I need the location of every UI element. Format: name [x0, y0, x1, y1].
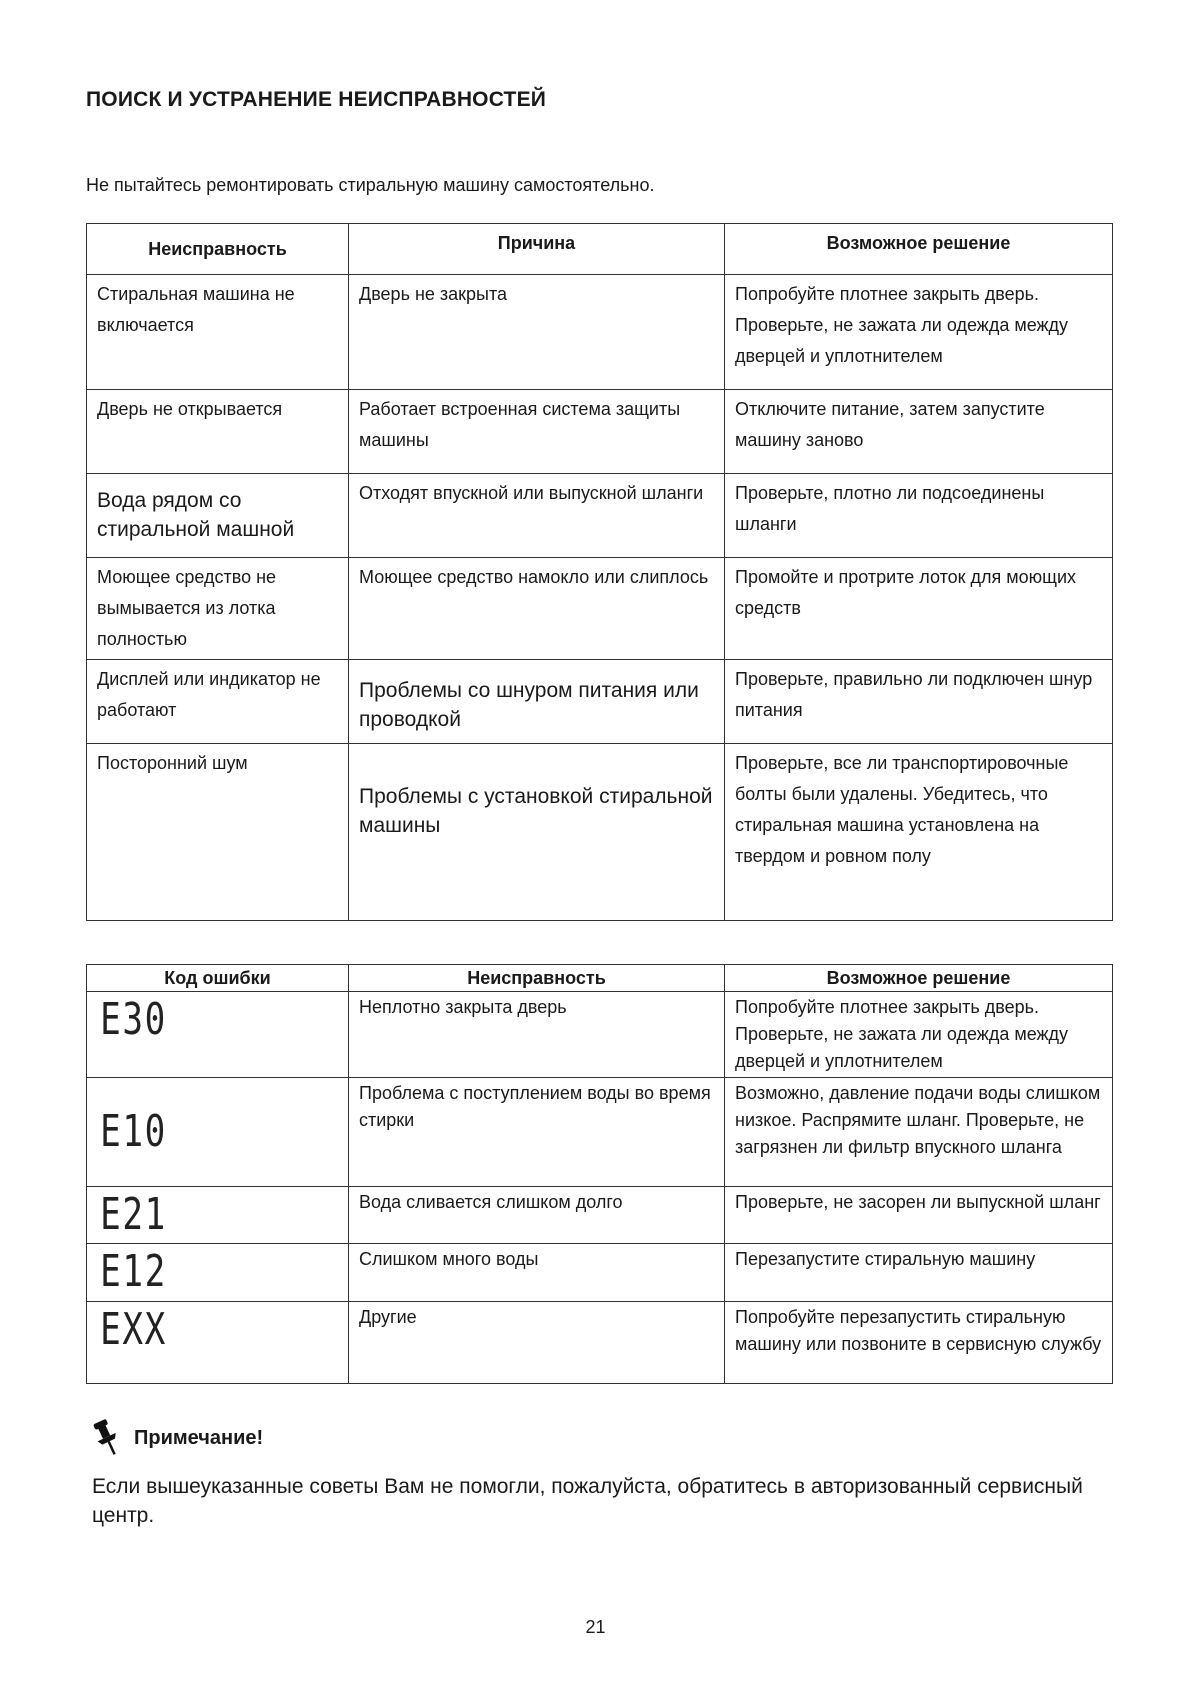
table-row — [87, 1187, 1113, 1244]
fault-cell: Проблема с поступлением воды во время стирки — [349, 1078, 725, 1187]
solution-cell: Проверьте, правильно ли подключен шнур питания — [725, 660, 1113, 744]
solution-cell: Возможно, давление подачи воды слишком низкое. Распрямите шланг. Проверьте, не загрязнен ли фильтр впускного шланга — [725, 1078, 1113, 1187]
table-header-row — [87, 224, 1113, 275]
fault-cell: Дисплей или индикатор не работают — [87, 660, 349, 744]
error-codes-table — [86, 964, 1113, 1384]
header-fault: Неисправность — [87, 224, 349, 275]
error-code-display: EXX — [100, 1304, 167, 1355]
table-row — [87, 558, 1113, 660]
table-row — [87, 1244, 1113, 1302]
fault-cell: Дверь не открывается — [87, 390, 349, 474]
fault-cell: Стиральная машина не включается — [87, 275, 349, 390]
table-row — [87, 390, 1113, 474]
header-solution: Возможное решение — [725, 965, 1113, 992]
error-code-display: E30 — [100, 994, 167, 1045]
fault-cell: Слишком много воды — [349, 1244, 725, 1302]
page-title: ПОИСК И УСТРАНЕНИЕ НЕИСПРАВНОСТЕЙ — [86, 88, 547, 111]
fault-cell: Неплотно закрыта дверь — [349, 992, 725, 1078]
cause-cell: Моющее средство намокло или слиплось — [349, 558, 725, 660]
table-row — [87, 1302, 1113, 1384]
cause-cell: Проблемы со шнуром питания или проводкой — [349, 660, 725, 744]
table-row — [87, 660, 1113, 744]
error-code-cell — [87, 1078, 349, 1187]
solution-cell: Промойте и протрите лоток для моющих средств — [725, 558, 1113, 660]
fault-cell: Другие — [349, 1302, 725, 1384]
solution-cell: Проверьте, плотно ли подсоединены шланги — [725, 474, 1113, 558]
intro-text: Не пытайтесь ремонтировать стиральную машину самостоятельно. — [86, 175, 655, 195]
table-row — [87, 1078, 1113, 1187]
troubleshooting-table — [86, 223, 1113, 921]
error-code-cell — [87, 1302, 349, 1384]
header-fault: Неисправность — [349, 965, 725, 992]
error-code-display: E12 — [100, 1246, 167, 1297]
header-cause: Причина — [349, 224, 725, 275]
error-code-cell — [87, 1187, 349, 1244]
solution-cell: Проверьте, все ли транспортировочные болты были удалены. Убедитесь, что стиральная машина установлена на твердом и ровном полу — [725, 744, 1113, 921]
note-heading: Примечание! — [134, 1426, 264, 1449]
error-code-display: E10 — [100, 1106, 167, 1157]
solution-cell: Проверьте, не засорен ли выпускной шланг — [725, 1187, 1113, 1244]
cause-cell: Отходят впускной или выпускной шланги — [349, 474, 725, 558]
error-code-display: E21 — [100, 1189, 167, 1240]
cause-cell: Работает встроенная система защиты машины — [349, 390, 725, 474]
solution-cell: Перезапустите стиральную машину — [725, 1244, 1113, 1302]
note-section — [92, 1418, 1112, 1530]
table-row — [87, 474, 1113, 558]
pushpin-icon — [92, 1418, 122, 1458]
page-number: 21 — [585, 1617, 606, 1637]
table-header-row — [87, 965, 1113, 992]
solution-cell: Попробуйте перезапустить стиральную машину или позвоните в сервисную службу — [725, 1302, 1113, 1384]
header-solution: Возможное решение — [725, 224, 1113, 275]
note-text: Если вышеуказанные советы Вам не помогли, пожалуйста, обратитесь в авторизованный сервисный центр. — [92, 1475, 1083, 1527]
error-code-cell — [87, 992, 349, 1078]
fault-cell: Посторонний шум — [87, 744, 349, 921]
solution-cell: Попробуйте плотнее закрыть дверь. Проверьте, не зажата ли одежда между дверцей и уплотнителем — [725, 275, 1113, 390]
fault-cell: Вода рядом со стиральной машной — [87, 474, 349, 558]
cause-cell: Дверь не закрыта — [349, 275, 725, 390]
note-header — [92, 1418, 1112, 1458]
header-error-code: Код ошибки — [87, 965, 349, 992]
table-row — [87, 744, 1113, 921]
solution-cell: Попробуйте плотнее закрыть дверь. Проверьте, не зажата ли одежда между дверцей и уплотнителем — [725, 992, 1113, 1078]
error-code-cell — [87, 1244, 349, 1302]
solution-cell: Отключите питание, затем запустите машину заново — [725, 390, 1113, 474]
cause-cell: Проблемы с установкой стиральной машины — [349, 744, 725, 921]
table-row — [87, 992, 1113, 1078]
fault-cell: Моющее средство не вымывается из лотка полностью — [87, 558, 349, 660]
table-row — [87, 275, 1113, 390]
fault-cell: Вода сливается слишком долго — [349, 1187, 725, 1244]
